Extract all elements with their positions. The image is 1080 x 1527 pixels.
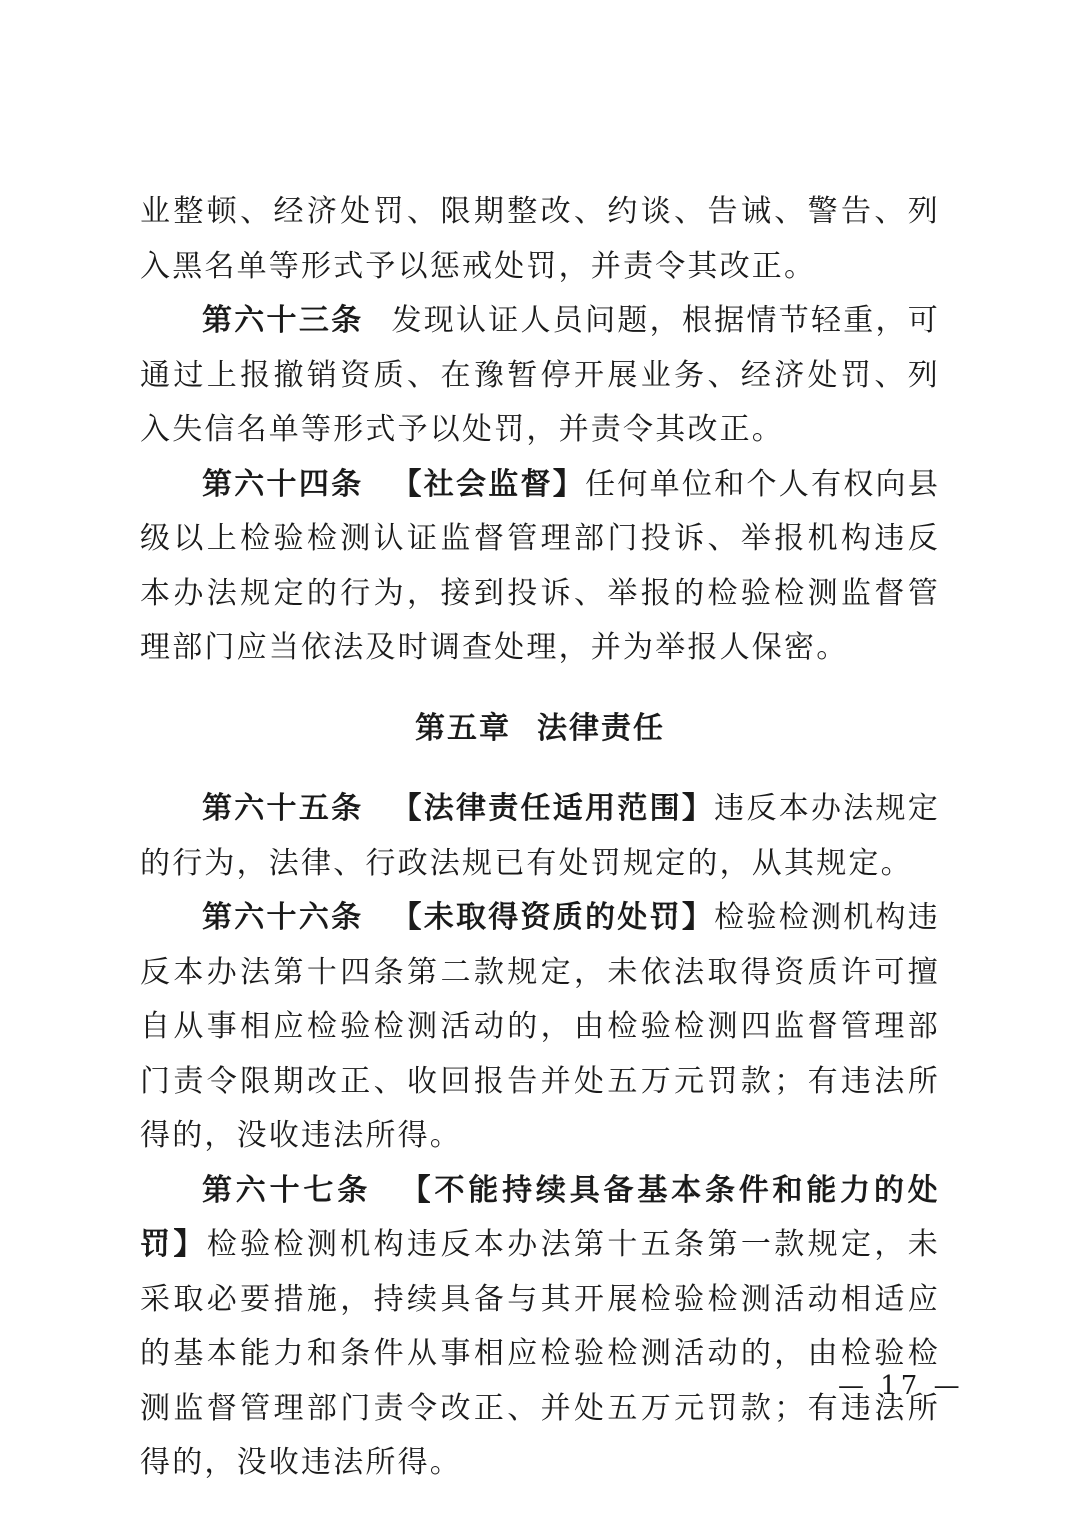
article-66-body: 检验检测机构违反本办法第十四条第二款规定，未依法取得资质许可擅自从事相应检验检测活动的，由检验检测四监督管理部门责令限期改正、收回报告并处五万元罚款；有违法所得的，没收违法所得。 [140, 900, 941, 1153]
chapter-number: 第五章 [415, 710, 511, 746]
article-64-number: 第六十四条 [202, 466, 364, 502]
article-65-number: 第六十五条 [202, 791, 364, 826]
article-63-body: 发现认证人员问题，根据情节轻重，可通过上报撤销资质、在豫暂停开展业务、经济处罚、列入失信名单等形式予以处罚，并责令其改正。 [140, 303, 941, 447]
article-66 [140, 891, 940, 1164]
article-65 [140, 782, 940, 891]
article-65-heading: 【法律责任适用范围】 [391, 791, 715, 826]
continuation-paragraph: 业整顿、经济处罚、限期整改、约谈、告诫、警告、列入黑名单等形式予以惩戒处罚，并责令其改正。 [140, 194, 940, 284]
article-65-body: 违反本办法规定的行为，法律、行政法规已有处罚规定的，从其规定。 [140, 791, 941, 881]
article-67-heading: 【不能持续具备基本条件和能力的处罚】 [140, 1172, 940, 1262]
chapter-heading [140, 702, 940, 757]
article-64 [140, 458, 940, 676]
article-67-body: 检验检测机构违反本办法第十五条第一款规定，未采取必要措施，持续具备与其开展检验检测活动相适应的基本能力和条件从事相应检验检测活动的，由检验检测监督管理部门责令改正、并处五万元罚款；有违法所得的，没收违法所得。 [140, 1227, 940, 1480]
chapter-title: 法律责任 [537, 710, 665, 746]
page-number: — 17 — [838, 1371, 964, 1401]
article-63-number: 第六十三条 [202, 303, 364, 338]
article-66-heading: 【未取得资质的处罚】 [391, 900, 715, 935]
article-66-number: 第六十六条 [202, 900, 364, 935]
article-64-body: 任何单位和个人有权向县级以上检验检测认证监督管理部门投诉、举报机构违反本办法规定的行为，接到投诉、举报的检验检测监督管理部门应当依法及时调查处理，并为举报人保密。 [140, 466, 941, 665]
document-page [140, 185, 940, 1491]
article-64-heading: 【社会监督】 [391, 466, 586, 502]
article-63 [140, 294, 940, 458]
article-67 [140, 1164, 940, 1491]
article-67-number: 第六十七条 [202, 1172, 372, 1208]
